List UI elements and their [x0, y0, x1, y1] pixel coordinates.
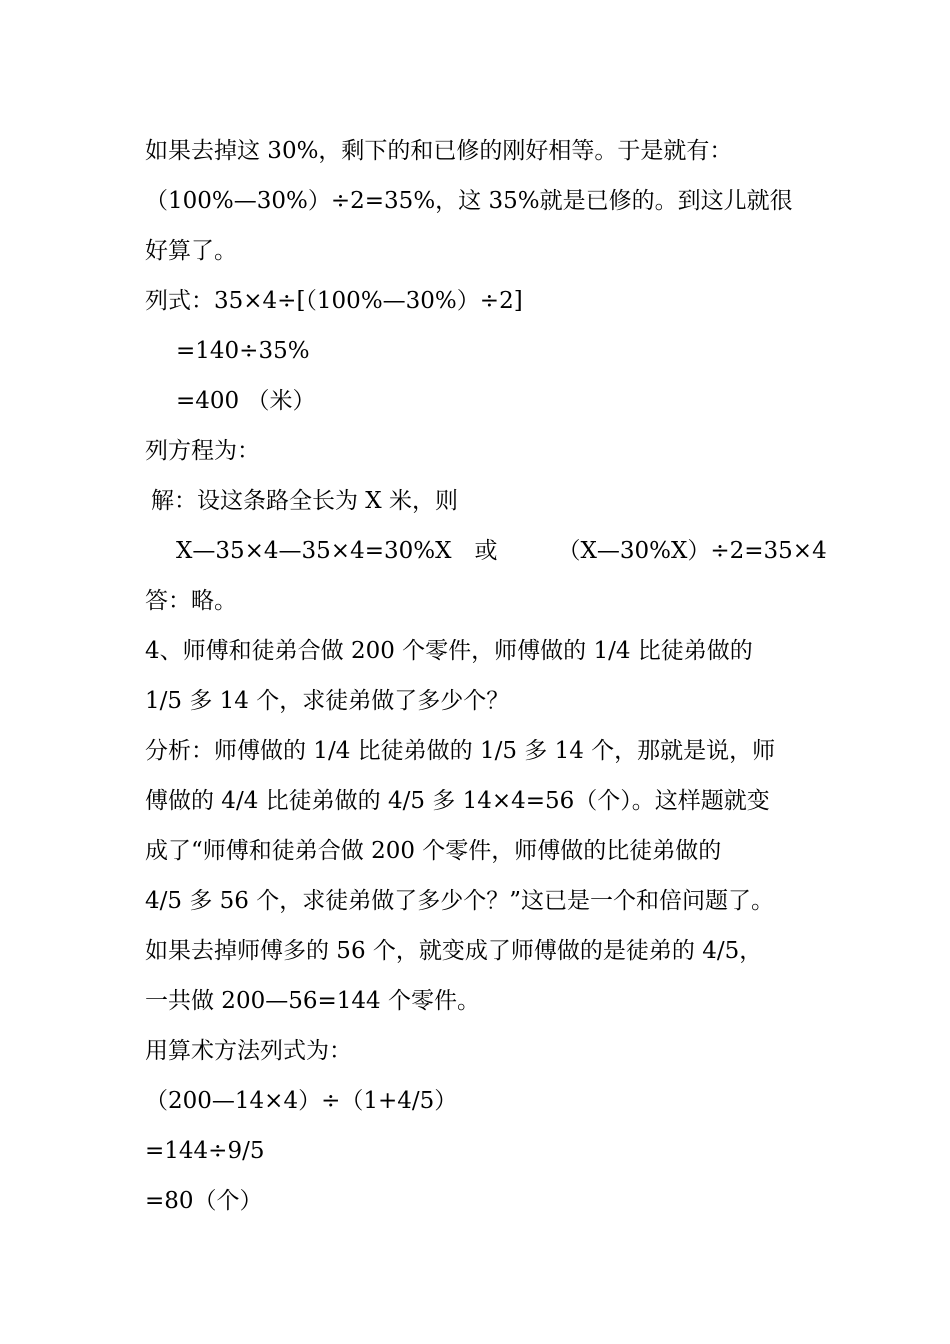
- formula-line: （200—14×4）÷（1+4/5）: [145, 1088, 458, 1114]
- analysis-line: 分析：师傅做的 1/4 比徒弟做的 1/5 多 14 个，那就是说，师: [145, 738, 776, 764]
- formula-step: =140÷35%: [176, 338, 310, 364]
- formula-step: =144÷9/5: [145, 1138, 265, 1164]
- formula-result: =400 （米）: [176, 388, 316, 414]
- solution-intro: 解：设这条路全长为 X 米，则: [151, 488, 458, 514]
- answer-line: 答：略。: [145, 588, 237, 614]
- analysis-line: 一共做 200—56=144 个零件。: [145, 988, 480, 1014]
- paragraph-line: （100%—30%）÷2=35%，这 35%就是已修的。到这儿就很: [145, 188, 793, 214]
- paragraph-line: 好算了。: [145, 238, 237, 264]
- equation-option-2: （X—30%X）÷2=35×4: [557, 538, 827, 564]
- analysis-line: 如果去掉师傅多的 56 个，就变成了师傅做的是徒弟的 4/5，: [145, 938, 763, 964]
- equation-heading: 列方程为：: [145, 438, 260, 464]
- equation-option-1: X—35×4—35×4=30%X 或: [176, 538, 498, 564]
- paragraph-line: 如果去掉这 30%，剩下的和已修的刚好相等。于是就有：: [145, 138, 733, 164]
- formula-result: =80（个）: [145, 1188, 263, 1214]
- formula-heading: 列式：35×4÷[（100%—30%）÷2]: [145, 288, 523, 314]
- analysis-line: 成了“师傅和徒弟合做 200 个零件，师傅做的比徒弟做的: [145, 838, 722, 864]
- analysis-line: 4/5 多 56 个，求徒弟做了多少个？”这已是一个和倍问题了。: [145, 888, 774, 914]
- problem-line: 4、师傅和徒弟合做 200 个零件，师傅做的 1/4 比徒弟做的: [145, 638, 753, 664]
- equation-line: [145, 526, 845, 576]
- problem-line: 1/5 多 14 个，求徒弟做了多少个？: [145, 688, 510, 714]
- method-heading: 用算术方法列式为：: [145, 1038, 352, 1064]
- analysis-line: 傅做的 4/4 比徒弟做的 4/5 多 14×4=56（个）。这样题就变: [145, 788, 770, 814]
- document-body: [145, 126, 845, 1226]
